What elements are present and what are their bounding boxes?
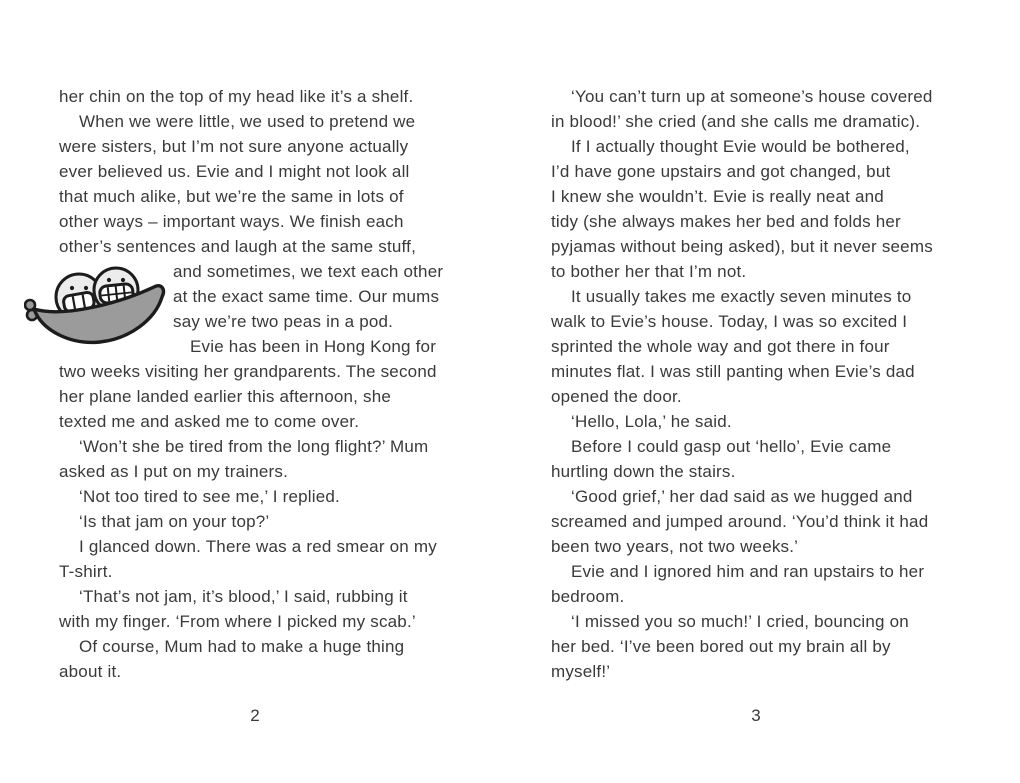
text-line: were sisters, but I’m not sure anyone actually xyxy=(59,137,409,156)
text-line: in blood!’ she cried (and she calls me dramatic). xyxy=(551,112,921,131)
text-line: ‘Won’t she be tired from the long flight?’ Mum xyxy=(79,437,429,456)
right-page-number: 3 xyxy=(751,706,761,725)
text-line: about it. xyxy=(59,662,122,681)
text-line: When we were little, we used to pretend we xyxy=(79,112,416,131)
text-line: asked as I put on my trainers. xyxy=(59,462,288,481)
text-line: ‘Not too tired to see me,’ I replied. xyxy=(79,487,340,506)
text-line: with my finger. ‘From where I picked my scab.’ xyxy=(59,612,416,631)
text-line: ‘Hello, Lola,’ he said. xyxy=(571,412,732,431)
text-line: hurtling down the stairs. xyxy=(551,462,736,481)
text-line: ‘You can’t turn up at someone’s house covered xyxy=(571,87,933,106)
text-line: say we’re two peas in a pod. xyxy=(173,312,394,331)
text-line: her plane landed earlier this afternoon, she xyxy=(59,387,392,406)
text-line: at the exact same time. Our mums xyxy=(173,287,440,306)
text-line: been two years, not two weeks.’ xyxy=(551,537,799,556)
text-line: Evie and I ignored him and ran upstairs to her xyxy=(571,562,925,581)
text-line: two weeks visiting her grandparents. The second xyxy=(59,362,437,381)
text-line: It usually takes me exactly seven minutes to xyxy=(571,287,912,306)
text-line: pyjamas without being asked), but it never seems xyxy=(551,237,933,256)
text-line: that much alike, but we’re the same in lots of xyxy=(59,187,404,206)
text-line: ‘Good grief,’ her dad said as we hugged and xyxy=(571,487,913,506)
text-line: and sometimes, we text each other xyxy=(173,262,444,281)
text-line: ‘I missed you so much!’ I cried, bouncing on xyxy=(571,612,909,631)
text-line: Before I could gasp out ‘hello’, Evie came xyxy=(571,437,892,456)
text-line: screamed and jumped around. ‘You’d think it had xyxy=(551,512,929,531)
text-line: other ways – important ways. We finish each xyxy=(59,212,404,231)
text-line: to bother her that I’m not. xyxy=(551,262,747,281)
text-line: myself!’ xyxy=(551,662,611,681)
left-page-text xyxy=(59,84,469,684)
right-page-text xyxy=(551,84,961,684)
text-line: I knew she wouldn’t. Evie is really neat and xyxy=(551,187,884,206)
text-line: Evie has been in Hong Kong for xyxy=(190,337,437,356)
text-line: T-shirt. xyxy=(59,562,113,581)
text-line: walk to Evie’s house. Today, I was so excited I xyxy=(551,312,908,331)
text-line: If I actually thought Evie would be bothered, xyxy=(571,137,910,156)
text-line: Of course, Mum had to make a huge thing xyxy=(79,637,405,656)
peas-in-pod-illustration xyxy=(24,261,166,357)
text-line: her bed. ‘I’ve been bored out my brain all by xyxy=(551,637,891,656)
text-line: I’d have gone upstairs and got changed, but xyxy=(551,162,891,181)
text-line: texted me and asked me to come over. xyxy=(59,412,360,431)
text-line: I glanced down. There was a red smear on my xyxy=(79,537,437,556)
text-line: bedroom. xyxy=(551,587,625,606)
text-line: sprinted the whole way and got there in four xyxy=(551,337,890,356)
text-line: her chin on the top of my head like it’s a shelf. xyxy=(59,87,414,106)
text-line: ‘Is that jam on your top?’ xyxy=(79,512,270,531)
text-line: ever believed us. Evie and I might not look all xyxy=(59,162,410,181)
left-page-number: 2 xyxy=(250,706,260,725)
text-line: other’s sentences and laugh at the same stuff, xyxy=(59,237,416,256)
text-line: opened the door. xyxy=(551,387,682,406)
text-line: ‘That’s not jam, it’s blood,’ I said, rubbing it xyxy=(79,587,408,606)
text-line: tidy (she always makes her bed and folds her xyxy=(551,212,901,231)
text-line: minutes flat. I was still panting when Evie’s dad xyxy=(551,362,915,381)
